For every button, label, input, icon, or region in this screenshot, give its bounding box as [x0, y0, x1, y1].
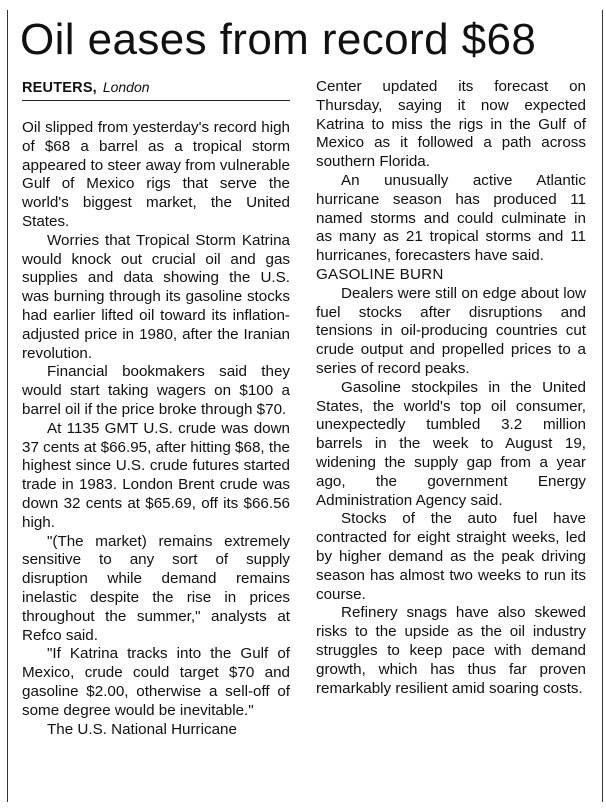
paragraph: An unusually active Atlantic hurricane season has produced 11 named storms and could culminate in as many as 21 tropical storms and 11 hurricanes, forecasters have said.: [316, 171, 586, 265]
paragraph: At 1135 GMT U.S. crude was down 37 cents at $66.95, after hitting $68, the highest since U.S. crude futures started trade in 1983. London Brent crude was down 32 cents at $65.69, off its $66.56 high.: [22, 419, 290, 531]
dateline-rule: [22, 100, 290, 101]
paragraph: Financial bookmakers said they would start taking wagers on $100 a barrel oil if the price broke through $70.: [22, 363, 290, 418]
dateline: [22, 78, 290, 97]
paragraph-continuation: Center updated its forecast on Thursday, saying it now expected Katrina to miss the rigs in the Gulf of Mexico as it followed a path across southern Florida.: [316, 78, 586, 171]
right-border-rule: [602, 10, 603, 802]
paragraph: Refinery snags have also skewed risks to the upside as the oil industry struggles to keep pace with demand growth, which has thus far proven remarkably resilient amid soaring costs.: [316, 604, 586, 697]
paragraph: Stocks of the auto fuel have contracted for eight straight weeks, led by higher demand as the peak driving season has almost two weeks to run its course.: [316, 510, 586, 603]
headline: Oil eases from record $68: [20, 15, 537, 64]
dateline-source: REUTERS,: [22, 80, 97, 96]
left-border-rule: [7, 10, 8, 802]
subhead: GASOLINE BURN: [316, 265, 444, 283]
paragraph: "(The market) remains extremely sensitive to any sort of supply disruption while demand remains inelastic despite the rise in prices throughout the summer," analysts at Refco said.: [22, 532, 290, 644]
dateline-city: London: [102, 79, 150, 95]
paragraph: Dealers were still on edge about low fuel stocks after disruptions and tensions in oil-producing countries cut crude output and propelled prices to a series of record peaks.: [316, 284, 586, 377]
paragraph: "If Katrina tracks into the Gulf of Mexico, crude could target $70 and gasoline $2.00, otherwise a sell-off of some degree would be inevitable.": [22, 645, 290, 719]
left-column: [22, 78, 290, 739]
paragraph: Worries that Tropical Storm Katrina would knock out crucial oil and gas supplies and data showing the U.S. was burning through its gasoline stocks had earlier lifted oil toward its inflation-adjusted price in 1980, after the Iranian revolution.: [22, 231, 290, 362]
paragraph: Gasoline stockpiles in the United States, the world's top oil consumer, unexpectedly tumbled 3.2 million barrels in the week to August 19, widening the supply gap from a year ago, the government Energy Administration Agency said.: [316, 378, 586, 509]
paragraph: Oil slipped from yesterday's record high of $68 a barrel as a tropical storm appeared to steer away from vulnerable Gulf of Mexico rigs that serve the world's biggest market, the United States.: [22, 119, 290, 230]
paragraph: The U.S. National Hurricane: [47, 720, 237, 738]
right-column: [316, 78, 586, 698]
